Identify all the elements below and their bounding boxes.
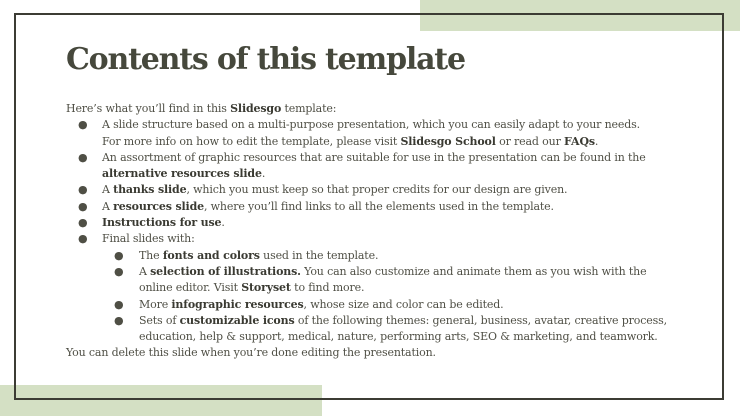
bullet-icon: ● <box>78 183 88 197</box>
list-item: ● Final slides with: <box>66 231 706 247</box>
slide-body <box>66 101 706 362</box>
list-item: ● An assortment of graphic resources that are suitable for use in the presentation can be found in the alternative resources slide. <box>78 150 646 181</box>
list-item: ● A thanks slide, which you must keep so that proper credits for our design are given. <box>66 182 706 198</box>
bullet-icon: ● <box>114 248 124 262</box>
bullet-icon: ● <box>78 150 88 164</box>
intro-text: Here’s what you’ll find in this <box>66 102 231 115</box>
list-item: ● Instructions for use. <box>66 215 706 231</box>
bullet-icon: ● <box>78 199 88 213</box>
bullet-icon: ● <box>78 216 88 230</box>
sub-list-item: ● Sets of customizable icons of the following themes: general, business, avatar, creative process, education, help & support, medical, nature, performing arts, SEO & marketing, and teamwork. <box>114 313 667 344</box>
sub-list-item: ● The fonts and colors used in the template. <box>66 248 706 264</box>
bullet-icon: ● <box>114 264 124 278</box>
contents-list <box>66 117 706 345</box>
sub-list-item: ● More infographic resources, whose size and color can be edited. <box>66 297 706 313</box>
storyset-link: Storyset <box>241 281 291 295</box>
intro-text-end: template: <box>281 102 337 115</box>
bullet-icon: ● <box>114 313 124 327</box>
intro-line <box>66 101 706 117</box>
list-item: ● A resources slide, where you’ll find links to all the elements used in the template. <box>66 199 706 215</box>
bullet-icon: ● <box>114 297 124 311</box>
slidesgo-school-link: Slidesgo School <box>400 134 496 148</box>
list-item: ● A slide structure based on a multi-purpose presentation, which you can easily adapt to your needs. For more info on how to edit the template, please visit Slidesgo School or read our FAQs. <box>78 118 640 148</box>
outro-line: You can delete this slide when you’re done editing the presentation. <box>66 346 436 360</box>
slide-title: Contents of this template <box>66 42 465 77</box>
bullet-icon: ● <box>78 232 88 246</box>
bullet-icon: ● <box>78 118 88 132</box>
faqs-link: FAQs <box>564 134 595 148</box>
intro-bold: Slidesgo <box>230 102 282 115</box>
sub-list-item: ● A selection of illustrations. You can also customize and animate them as you wish with the online editor. Visit Storyset to find more. <box>114 264 647 295</box>
